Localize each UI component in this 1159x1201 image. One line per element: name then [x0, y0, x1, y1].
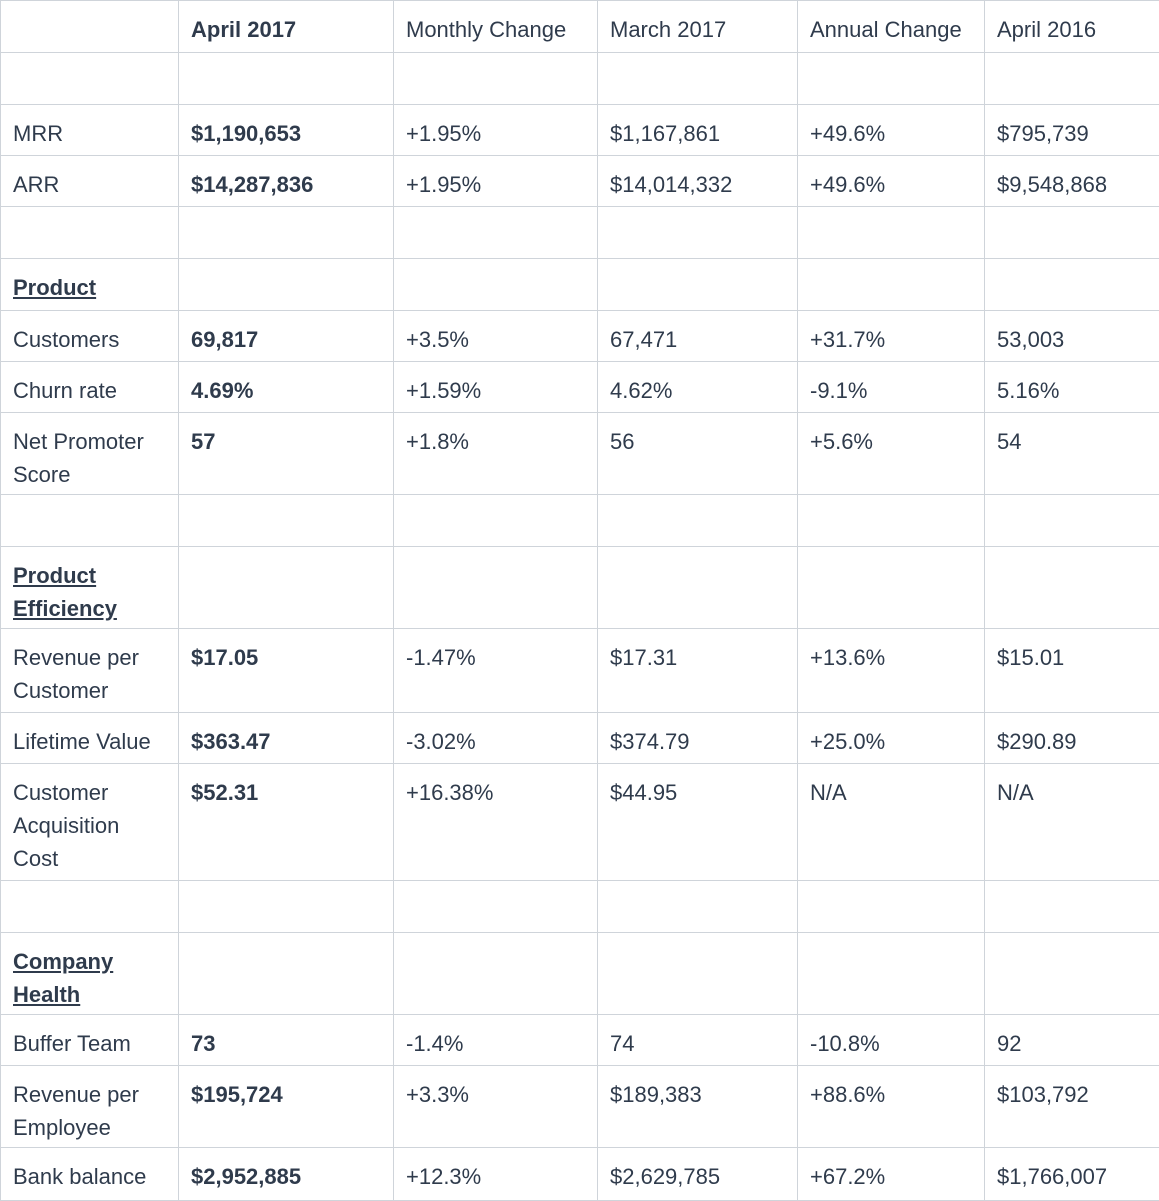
empty-cell — [798, 207, 985, 259]
cell-monthly-change: +12.3% — [394, 1148, 598, 1201]
empty-cell — [179, 53, 394, 105]
cell-annual-change: +88.6% — [798, 1066, 985, 1148]
cell-annual-change: +49.6% — [798, 105, 985, 156]
table-row — [1, 362, 1159, 413]
cell-april-2016: 5.16% — [985, 362, 1159, 413]
cell-april-2016: 92 — [985, 1015, 1159, 1066]
empty-cell — [179, 207, 394, 259]
empty-cell — [598, 547, 798, 629]
section-heading-product: Product — [1, 259, 179, 311]
section-row — [1, 259, 1159, 311]
header-cell: April 2017 — [179, 1, 394, 53]
table-row — [1, 1148, 1159, 1201]
header-cell: April 2016 — [985, 1, 1159, 53]
cell-march-2017: 74 — [598, 1015, 798, 1066]
header-cell: Monthly Change — [394, 1, 598, 53]
section-heading-product-efficiency: Product Efficiency — [1, 547, 179, 629]
row-label: Net Promoter Score — [1, 413, 179, 495]
table-row — [1, 1015, 1159, 1066]
empty-cell — [1, 53, 179, 105]
cell-april-2016: $15.01 — [985, 629, 1159, 713]
empty-cell — [1, 881, 179, 933]
cell-march-2017: 56 — [598, 413, 798, 495]
cell-march-2017: $374.79 — [598, 713, 798, 764]
cell-annual-change: +31.7% — [798, 311, 985, 362]
empty-cell — [798, 547, 985, 629]
empty-cell — [394, 933, 598, 1015]
empty-cell — [179, 933, 394, 1015]
cell-march-2017: 4.62% — [598, 362, 798, 413]
empty-cell — [394, 547, 598, 629]
cell-monthly-change: +3.5% — [394, 311, 598, 362]
cell-april-2016: $103,792 — [985, 1066, 1159, 1148]
cell-april-2017: $1,190,653 — [179, 105, 394, 156]
cell-april-2016: $9,548,868 — [985, 156, 1159, 207]
row-label: Customers — [1, 311, 179, 362]
cell-annual-change: +5.6% — [798, 413, 985, 495]
empty-cell — [394, 53, 598, 105]
cell-april-2017: $52.31 — [179, 764, 394, 881]
empty-cell — [598, 933, 798, 1015]
cell-april-2016: $795,739 — [985, 105, 1159, 156]
cell-april-2017: $14,287,836 — [179, 156, 394, 207]
cell-monthly-change: +3.3% — [394, 1066, 598, 1148]
empty-cell — [985, 933, 1159, 1015]
row-label: Buffer Team — [1, 1015, 179, 1066]
table-row — [1, 156, 1159, 207]
table-row — [1, 764, 1159, 881]
empty-cell — [1, 495, 179, 547]
empty-cell — [598, 259, 798, 311]
empty-cell — [798, 933, 985, 1015]
cell-april-2017: 73 — [179, 1015, 394, 1066]
empty-cell — [179, 495, 394, 547]
empty-cell — [598, 207, 798, 259]
cell-monthly-change: -1.4% — [394, 1015, 598, 1066]
header-row — [1, 1, 1159, 53]
empty-cell — [394, 259, 598, 311]
cell-april-2017: $363.47 — [179, 713, 394, 764]
empty-cell — [179, 547, 394, 629]
section-heading-company-health: Company Health — [1, 933, 179, 1015]
cell-annual-change: +49.6% — [798, 156, 985, 207]
cell-march-2017: $189,383 — [598, 1066, 798, 1148]
empty-cell — [598, 53, 798, 105]
table-row — [1, 629, 1159, 713]
empty-cell — [798, 881, 985, 933]
cell-monthly-change: +16.38% — [394, 764, 598, 881]
row-label: Revenue per Customer — [1, 629, 179, 713]
spacer-row — [1, 881, 1159, 933]
cell-april-2016: N/A — [985, 764, 1159, 881]
row-label: MRR — [1, 105, 179, 156]
cell-monthly-change: +1.8% — [394, 413, 598, 495]
empty-cell — [598, 881, 798, 933]
cell-annual-change: -9.1% — [798, 362, 985, 413]
cell-monthly-change: +1.95% — [394, 156, 598, 207]
cell-annual-change: N/A — [798, 764, 985, 881]
cell-april-2017: 4.69% — [179, 362, 394, 413]
table-row — [1, 311, 1159, 362]
empty-cell — [798, 495, 985, 547]
header-cell: Annual Change — [798, 1, 985, 53]
empty-cell — [985, 495, 1159, 547]
cell-april-2017: $17.05 — [179, 629, 394, 713]
empty-cell — [985, 259, 1159, 311]
cell-march-2017: $44.95 — [598, 764, 798, 881]
section-row — [1, 933, 1159, 1015]
cell-april-2017: 57 — [179, 413, 394, 495]
header-cell: March 2017 — [598, 1, 798, 53]
row-label: Customer Acquisition Cost — [1, 764, 179, 881]
spacer-row — [1, 53, 1159, 105]
row-label: Churn rate — [1, 362, 179, 413]
cell-annual-change: +13.6% — [798, 629, 985, 713]
row-label: ARR — [1, 156, 179, 207]
cell-april-2016: 54 — [985, 413, 1159, 495]
cell-april-2016: $290.89 — [985, 713, 1159, 764]
cell-march-2017: $2,629,785 — [598, 1148, 798, 1201]
table-row — [1, 105, 1159, 156]
cell-april-2017: $2,952,885 — [179, 1148, 394, 1201]
empty-cell — [985, 207, 1159, 259]
section-row — [1, 547, 1159, 629]
table-row — [1, 713, 1159, 764]
cell-april-2016: $1,766,007 — [985, 1148, 1159, 1201]
header-cell — [1, 1, 179, 53]
cell-march-2017: $14,014,332 — [598, 156, 798, 207]
empty-cell — [179, 259, 394, 311]
empty-cell — [394, 881, 598, 933]
empty-cell — [985, 547, 1159, 629]
cell-april-2017: 69,817 — [179, 311, 394, 362]
cell-april-2017: $195,724 — [179, 1066, 394, 1148]
cell-monthly-change: -3.02% — [394, 713, 598, 764]
empty-cell — [798, 259, 985, 311]
cell-annual-change: +25.0% — [798, 713, 985, 764]
cell-march-2017: $17.31 — [598, 629, 798, 713]
empty-cell — [1, 207, 179, 259]
cell-monthly-change: -1.47% — [394, 629, 598, 713]
empty-cell — [985, 53, 1159, 105]
cell-april-2016: 53,003 — [985, 311, 1159, 362]
cell-monthly-change: +1.95% — [394, 105, 598, 156]
row-label: Bank balance — [1, 1148, 179, 1201]
empty-cell — [598, 495, 798, 547]
empty-cell — [985, 881, 1159, 933]
spacer-row — [1, 207, 1159, 259]
cell-monthly-change: +1.59% — [394, 362, 598, 413]
empty-cell — [394, 495, 598, 547]
table-row — [1, 413, 1159, 495]
cell-march-2017: 67,471 — [598, 311, 798, 362]
cell-march-2017: $1,167,861 — [598, 105, 798, 156]
spacer-row — [1, 495, 1159, 547]
row-label: Lifetime Value — [1, 713, 179, 764]
row-label: Revenue per Employee — [1, 1066, 179, 1148]
cell-annual-change: +67.2% — [798, 1148, 985, 1201]
empty-cell — [179, 881, 394, 933]
cell-annual-change: -10.8% — [798, 1015, 985, 1066]
table-row — [1, 1066, 1159, 1148]
empty-cell — [798, 53, 985, 105]
empty-cell — [394, 207, 598, 259]
